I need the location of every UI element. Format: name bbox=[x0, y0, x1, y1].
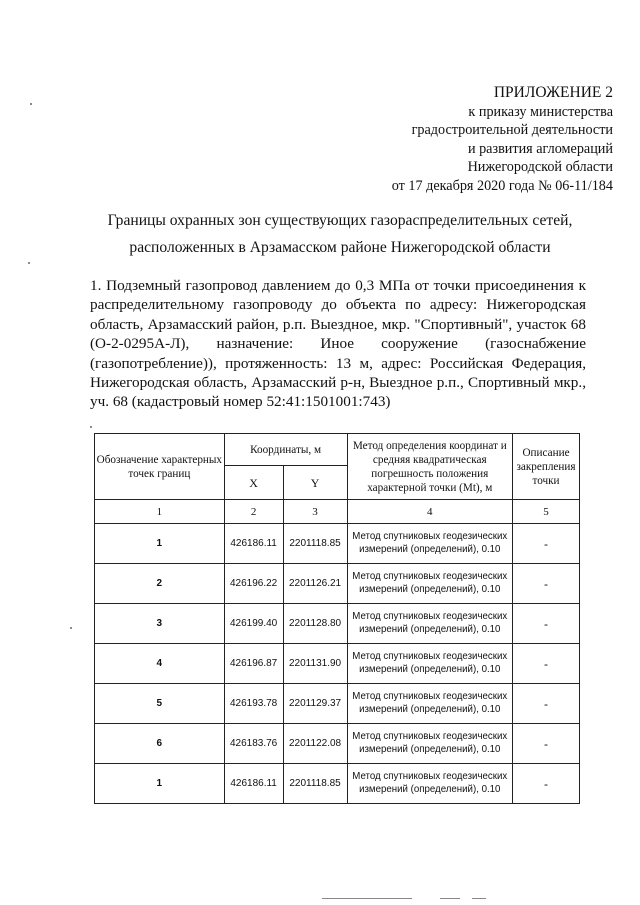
column-numbers-row bbox=[95, 500, 580, 524]
point-number: 1 bbox=[95, 764, 225, 804]
point-number: 4 bbox=[95, 644, 225, 684]
method-cell: Метод спутниковых геодезических измерений (определений), 0.10 bbox=[347, 604, 513, 644]
coord-x: 426183.76 bbox=[224, 724, 283, 764]
table-row bbox=[95, 524, 580, 564]
column-number: 2 bbox=[224, 500, 283, 524]
header-coordinates: Координаты, м bbox=[224, 434, 347, 466]
table-row bbox=[95, 564, 580, 604]
document-title bbox=[0, 207, 640, 261]
coord-x: 426199.40 bbox=[224, 604, 283, 644]
paragraph-line: область, Арзамасский район, р.п. Выездное, мкр. "Спортивный", участок 68 bbox=[90, 315, 586, 333]
coord-y: 2201129.37 bbox=[283, 684, 347, 724]
coord-x: 426186.11 bbox=[224, 764, 283, 804]
header-description: Описание закрепления точки bbox=[513, 434, 580, 500]
appendix-title: ПРИЛОЖЕНИЕ 2 bbox=[493, 84, 613, 101]
coord-y: 2201118.85 bbox=[283, 524, 347, 564]
coord-x: 426196.87 bbox=[224, 644, 283, 684]
method-cell: Метод спутниковых геодезических измерений (определений), 0.10 bbox=[347, 764, 513, 804]
description-cell: - bbox=[513, 724, 580, 764]
coord-y: 2201126.21 bbox=[283, 564, 347, 604]
header-line: градостроительной деятельности bbox=[411, 122, 613, 139]
description-cell: - bbox=[513, 684, 580, 724]
object-description bbox=[90, 276, 586, 412]
document-header bbox=[283, 84, 613, 196]
method-cell: Метод спутниковых геодезических измерений (определений), 0.10 bbox=[347, 724, 513, 764]
description-cell: - bbox=[513, 524, 580, 564]
header-method: Метод определения координат и средняя квадратическая погрешность положения характерной точки (Mt), м bbox=[347, 434, 513, 500]
header-line: к приказу министерства bbox=[468, 103, 613, 120]
description-cell: - bbox=[513, 564, 580, 604]
coord-x: 426186.11 bbox=[224, 524, 283, 564]
paragraph-line: Нижегородская область, Арзамасский р-н, Выездное р.п., Спортивный мкр., bbox=[90, 373, 586, 391]
point-number: 2 bbox=[95, 564, 225, 604]
column-number: 5 bbox=[513, 500, 580, 524]
description-cell: - bbox=[513, 604, 580, 644]
method-cell: Метод спутниковых геодезических измерений (определений), 0.10 bbox=[347, 644, 513, 684]
coord-y: 2201118.85 bbox=[283, 764, 347, 804]
coord-y: 2201122.08 bbox=[283, 724, 347, 764]
column-number: 4 bbox=[347, 500, 513, 524]
paragraph-line: (О-2-0295А-Л), назначение: Иное сооружение (газоснабжение bbox=[90, 335, 586, 353]
paragraph-line: распределительному газопроводу до объекта по адресу: Нижегородская bbox=[90, 296, 586, 314]
description-cell: - bbox=[513, 764, 580, 804]
point-number: 5 bbox=[95, 684, 225, 724]
point-number: 6 bbox=[95, 724, 225, 764]
table-row bbox=[95, 604, 580, 644]
point-number: 3 bbox=[95, 604, 225, 644]
method-cell: Метод спутниковых геодезических измерений (определений), 0.10 bbox=[347, 684, 513, 724]
title-line-2: расположенных в Арзамасском районе Нижегородской области bbox=[129, 239, 551, 256]
scan-speck bbox=[28, 262, 30, 264]
header-x: X bbox=[224, 466, 283, 500]
order-date-number: от 17 декабря 2020 года № 06-11/184 bbox=[391, 177, 613, 194]
method-cell: Метод спутниковых геодезических измерений (определений), 0.10 bbox=[347, 564, 513, 604]
title-line-1: Границы охранных зон существующих газораспределительных сетей, bbox=[107, 212, 573, 229]
scan-edge-line bbox=[472, 898, 486, 899]
coord-x: 426193.78 bbox=[224, 684, 283, 724]
paragraph-line: уч. 68 (кадастровый номер 52:41:1501001:743) bbox=[90, 393, 391, 411]
table-row bbox=[95, 684, 580, 724]
scan-speck bbox=[30, 103, 32, 105]
boundary-points-table bbox=[94, 433, 580, 804]
header-y: Y bbox=[283, 466, 347, 500]
point-number: 1 bbox=[95, 524, 225, 564]
header-point-designation: Обозначение характерных точек границ bbox=[95, 434, 225, 500]
table-row bbox=[95, 644, 580, 684]
coord-y: 2201131.90 bbox=[283, 644, 347, 684]
coord-y: 2201128.80 bbox=[283, 604, 347, 644]
table-row bbox=[95, 724, 580, 764]
header-line: и развития агломераций bbox=[467, 140, 613, 157]
scan-edge-line bbox=[322, 898, 412, 899]
method-cell: Метод спутниковых геодезических измерений (определений), 0.10 bbox=[347, 524, 513, 564]
column-number: 1 bbox=[95, 500, 225, 524]
description-cell: - bbox=[513, 644, 580, 684]
coord-x: 426196.22 bbox=[224, 564, 283, 604]
scan-speck bbox=[90, 426, 92, 428]
paragraph-line: 1. Подземный газопровод давлением до 0,3 МПа от точки присоединения к bbox=[90, 277, 586, 294]
scan-edge-line bbox=[440, 898, 460, 899]
table-row bbox=[95, 764, 580, 804]
header-line: Нижегородской области bbox=[467, 159, 613, 176]
column-number: 3 bbox=[283, 500, 347, 524]
scan-speck bbox=[70, 627, 72, 629]
paragraph-line: (газопотребление)), протяженность: 13 м, адрес: Российская Федерация, bbox=[90, 354, 586, 372]
